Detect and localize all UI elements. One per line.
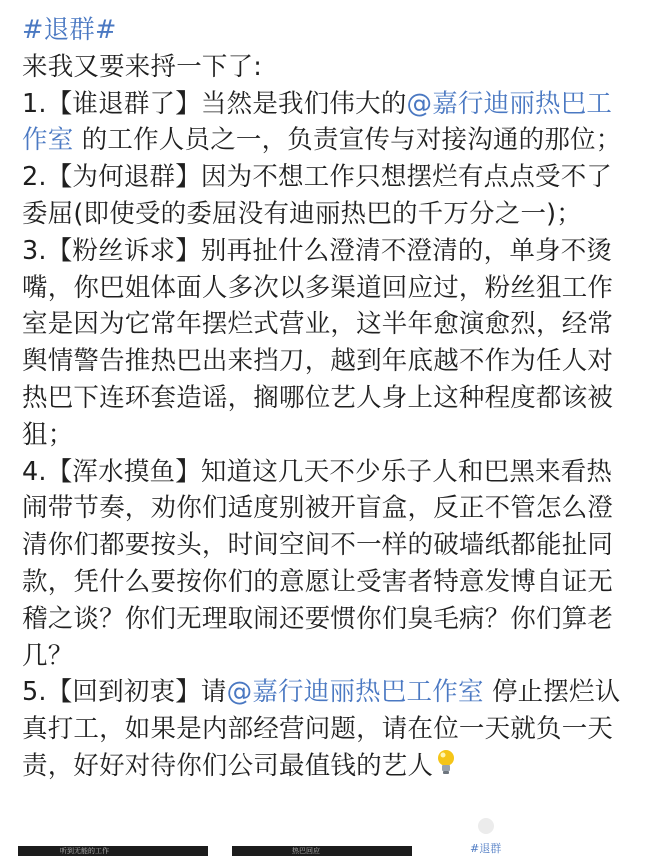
post-line-1: [22, 12, 642, 49]
item3-line3: 室是因为它常年摆烂式营业，这半年愈演愈烈，经常: [22, 309, 614, 340]
post-line-7: [22, 233, 642, 270]
mention-link-studio-2[interactable]: @嘉行迪丽热巴工作室: [226, 677, 484, 708]
mention-link-studio-cont[interactable]: 作室: [22, 125, 74, 156]
image-thumbnail-1[interactable]: [18, 846, 208, 856]
post-line-17: [22, 601, 642, 638]
item5-line2: 真打工，如果是内部经营问题，请在位一天就负一天: [22, 714, 614, 745]
image-thumbnail-strip: [0, 846, 660, 856]
item3-line6: 狙；: [22, 419, 74, 450]
post-line-6: [22, 196, 642, 233]
item5-line3: 责，好好对待你们公司最值钱的艺人: [22, 750, 434, 781]
mention-link-studio[interactable]: @嘉行迪丽热巴工: [406, 88, 613, 119]
lightbulb-icon: [435, 748, 457, 778]
post-line-2: [22, 49, 642, 86]
item4-line1: 4.【浑水摸鱼】知道这几天不少乐子人和巴黑来看热: [22, 456, 613, 487]
post-line-13: [22, 454, 642, 491]
weibo-post-body: [22, 12, 642, 785]
item4-line6: 几？: [22, 640, 74, 671]
emoji-placeholder-dot: [478, 818, 494, 834]
post-line-20: [22, 711, 642, 748]
item2-line1: 2.【为何退群】因为不想工作只想摆烂有点点受不了: [22, 162, 613, 193]
item3-line1: 3.【粉丝诉求】别再扯什么澄清不澄清的，单身不烫: [22, 235, 613, 266]
item1-prefix: 1.【谁退群了】当然是我们伟大的: [22, 88, 407, 119]
item3-line5: 热巴下连环套造谣，搁哪位艺人身上这种程度都该被: [22, 382, 614, 413]
item5-line1-rest: 停止摆烂认: [483, 677, 621, 708]
post-line-14: [22, 490, 642, 527]
item1-rest: 的工作人员之一，负责宣传与对接沟通的那位；: [73, 125, 622, 156]
item5-prefix: 5.【回到初衷】请: [22, 677, 227, 708]
bottom-hashtag[interactable]: #退群: [470, 842, 502, 855]
item2-line2: 委屈(即使受的委屈没有迪丽热巴的千万分之一)；: [22, 198, 582, 229]
item4-line5: 稽之谈？你们无理取闹还要惯你们臭毛病？你们算老: [22, 603, 614, 634]
post-line-12: [22, 417, 642, 454]
post-line-11: [22, 380, 642, 417]
item4-line2: 闹带节奏，劝你们适度别被开盲盒，反正不管怎么澄: [22, 493, 614, 524]
thumbnail-1-caption: 听到无能的工作: [60, 847, 109, 855]
post-line-21: [22, 748, 642, 785]
post-line-15: [22, 527, 642, 564]
post-line-9: [22, 306, 642, 343]
hashtag-link[interactable]: #退群#: [22, 15, 117, 45]
post-line-19: [22, 674, 642, 711]
item4-line3: 清你们都要按头，时间空间不一样的破墙纸都能扯同: [22, 530, 614, 561]
thumbnail-2-caption: 热巴回应: [292, 847, 320, 855]
post-line-3: [22, 86, 642, 123]
post-line-4: [22, 122, 642, 159]
post-line-16: [22, 564, 642, 601]
item3-line2: 嘴，你巴姐体面人多次以多渠道回应过，粉丝狙工作: [22, 272, 614, 303]
item4-line4: 款，凭什么要按你们的意愿让受害者特意发博自证无: [22, 566, 614, 597]
post-line-8: [22, 270, 642, 307]
intro-text: 来我又要来捋一下了:: [22, 51, 263, 82]
image-thumbnail-2[interactable]: [232, 846, 412, 856]
post-line-18: [22, 638, 642, 675]
post-line-5: [22, 159, 642, 196]
post-line-10: [22, 343, 642, 380]
item3-line4: 舆情警告推热巴出来挡刀，越到年底越不作为任人对: [22, 346, 614, 377]
